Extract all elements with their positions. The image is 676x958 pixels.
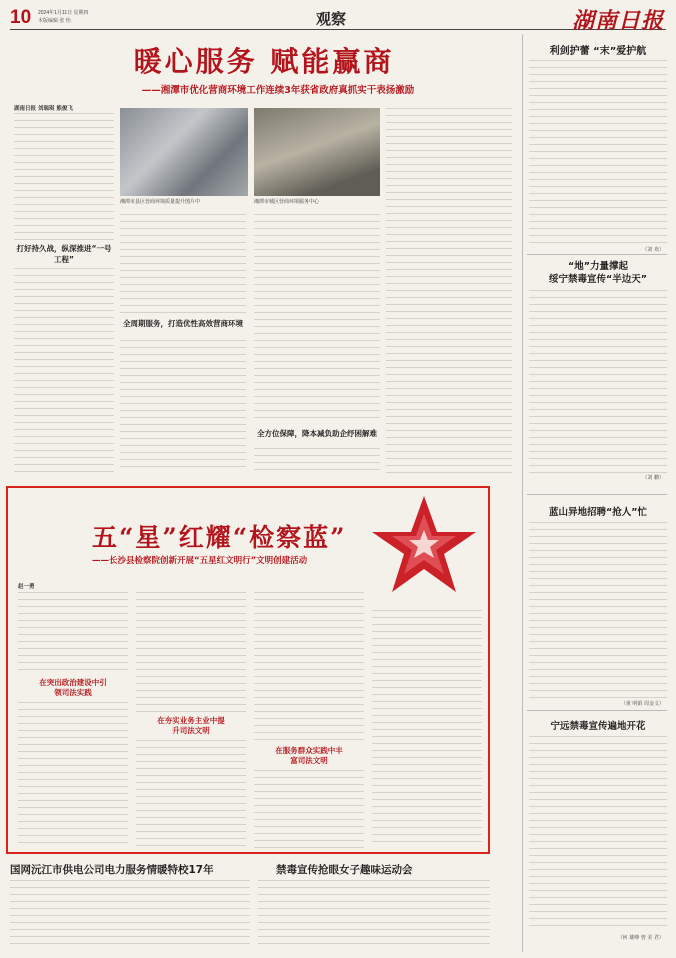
lead-subhead-2: 全周期服务，打造优性高效营商环境 <box>123 319 243 328</box>
lead-subhead-1: 打好持久战，纵深推进“一号工程” <box>16 244 112 264</box>
lead-body-col1 <box>14 113 114 240</box>
sidebar-divider <box>527 494 667 495</box>
feature-story-box <box>6 486 490 854</box>
masthead <box>10 6 666 34</box>
feature-body-col4 <box>372 610 482 848</box>
lead-photo-2-caption: 湘潭市城区营商环境服务中心 <box>254 199 320 205</box>
feature-body-col3 <box>254 592 364 742</box>
sidebar-divider <box>527 254 667 255</box>
feature-body-col2 <box>136 592 246 712</box>
feature-body-col1 <box>18 592 128 674</box>
sidebar <box>522 34 670 952</box>
sidebar-item-4-title: 宁远禁毒宣传遍地开花 <box>550 721 646 732</box>
sidebar-item-2-byline: （刘 鹏） <box>642 475 664 481</box>
feature-subhead-3: 在服务群众实践中丰富司法文明 <box>275 746 343 765</box>
feature-story-subtitle: ——长沙县检察院创新开展“五星红文明行”文明创建活动 <box>92 556 308 566</box>
sidebar-item-3-byline: （黄 明娟 周金文） <box>620 701 664 707</box>
sidebar-item-3-body <box>529 522 667 700</box>
sidebar-item-2-title: “地”力量撑起 绥宁禁毒宣传“半边天” <box>549 261 647 285</box>
bottom-story-1 <box>10 862 250 950</box>
feature-body-col2b <box>136 740 246 848</box>
feature-story-byline: 赵一勇 <box>18 584 35 590</box>
bottom-story-1-title: 国网沅江市供电公司电力服务情暖特校17年 <box>10 864 214 876</box>
bottom-story-1-body <box>10 880 250 948</box>
sidebar-item-1-byline: （刘 欢） <box>642 247 664 253</box>
decorative-star-graphic <box>364 492 486 602</box>
lead-body-col2b <box>120 340 246 473</box>
sidebar-item-1-body <box>529 60 667 246</box>
lead-photo-1-caption: 湘潭市县区营商环境质量提升图片中 <box>120 199 201 205</box>
lead-story-title: 暖心服务 赋能赢商 <box>133 45 395 78</box>
feature-story-title: 五“星”红耀“检察蓝” <box>92 523 347 552</box>
sidebar-divider <box>527 710 667 711</box>
feature-body-col1b <box>18 702 128 848</box>
bottom-story-2-body <box>258 880 490 948</box>
section-name: 观察 <box>316 10 347 28</box>
lead-photo-2 <box>254 108 380 196</box>
sidebar-item-4-byline: （何 雄峰 曾 美 君） <box>617 935 664 941</box>
lead-body-col2 <box>120 214 246 314</box>
lead-body-col4 <box>386 108 512 473</box>
lead-subhead-3: 全方位保障，降本减负助企纾困解难 <box>257 429 377 438</box>
sidebar-item-3-title: 蓝山异地招聘“抢人”忙 <box>549 507 647 518</box>
edition-line: 本版编辑 张 怡 <box>38 18 71 24</box>
lead-story-byline: 湖南日报 刘瑞琪 熊俊飞 <box>14 106 73 112</box>
bottom-story-2-title: 禁毒宣传抢眼女子趣味运动会 <box>276 864 413 876</box>
lead-story-subtitle: ——湘潭市优化营商环境工作连续3年获省政府真抓实干表扬激励 <box>141 85 415 96</box>
sidebar-item-2-body <box>529 290 667 474</box>
lead-body-col3 <box>254 214 380 424</box>
date-line: 2024年1月11日 星期四 <box>38 10 89 16</box>
newspaper-logo: 湖南日报 <box>571 8 664 34</box>
feature-subhead-2: 在夯实业务主业中提升司法文明 <box>157 716 225 735</box>
lead-body-col3b <box>254 448 380 473</box>
lead-photo-1 <box>120 108 248 196</box>
feature-body-col3b <box>254 770 364 848</box>
bottom-story-2 <box>258 862 490 950</box>
page-number: 10 <box>10 7 32 28</box>
feature-subhead-1: 在突出政治建设中引领司法实践 <box>39 678 107 697</box>
sidebar-item-1-title: 利剑护蕾 “末”爱护航 <box>549 46 647 57</box>
lead-body-col1b <box>14 268 114 473</box>
sidebar-item-4-body <box>529 736 667 930</box>
